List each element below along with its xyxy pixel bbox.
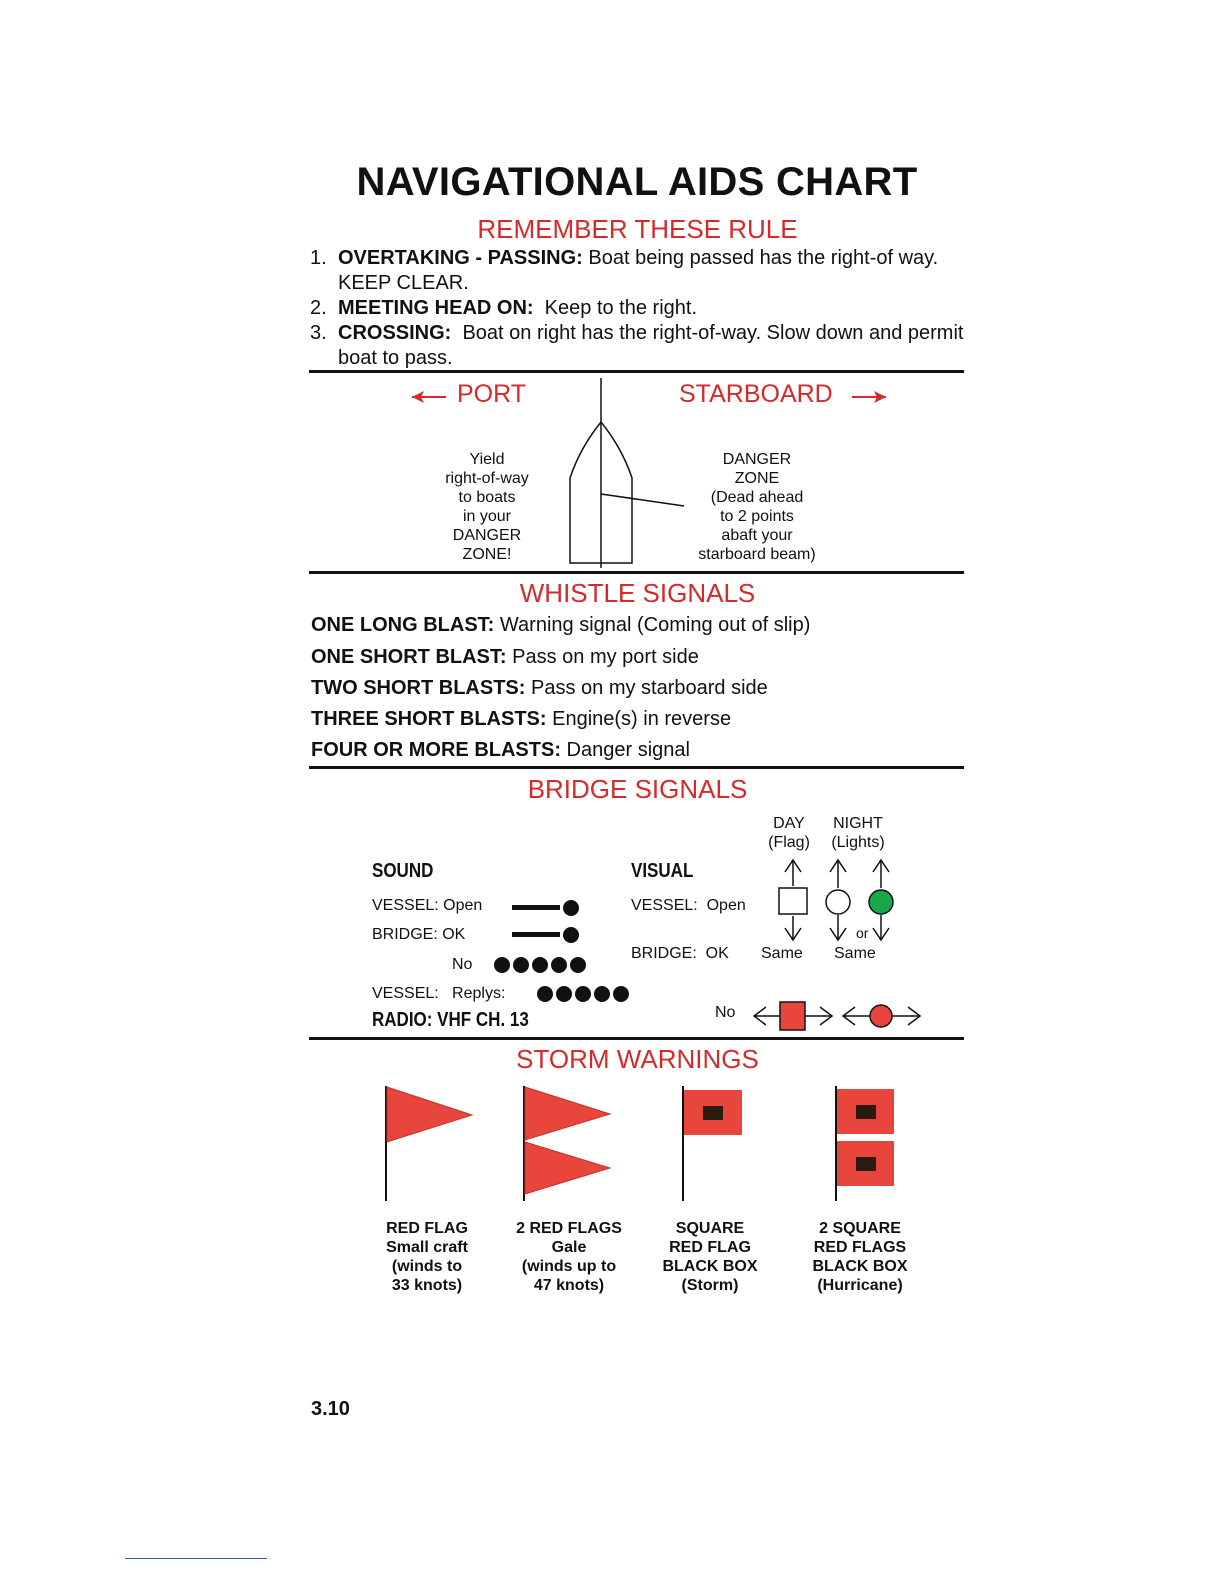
caption-line: (Hurricane) xyxy=(817,1277,903,1294)
whistle-item xyxy=(311,677,768,700)
night-sub: (Lights) xyxy=(831,834,885,851)
rules-heading: REMEMBER THESE RULE xyxy=(477,214,798,244)
visual-vessel-open: VESSEL: Open xyxy=(631,897,746,914)
footer-divider xyxy=(125,1558,267,1559)
rule-number: 1. xyxy=(310,247,327,269)
caption-line: (Storm) xyxy=(681,1277,739,1294)
rules-list xyxy=(310,246,970,371)
day-flag-signal-icon xyxy=(779,860,807,940)
whistle-text: Pass on my starboard side xyxy=(525,677,768,699)
storm-flags xyxy=(370,1082,930,1207)
two-red-pennants-icon xyxy=(524,1086,610,1201)
rule-text: Keep to the right. xyxy=(533,297,697,319)
day-header xyxy=(760,814,818,852)
long-blast-icon xyxy=(512,905,560,910)
night-green-light-icon xyxy=(869,860,893,940)
red-pennant-icon xyxy=(386,1086,472,1201)
storm-caption xyxy=(357,1219,497,1295)
short-blast-icon xyxy=(563,927,579,943)
port-label: PORT xyxy=(457,380,526,408)
rule-number: 2. xyxy=(310,297,327,319)
caption-line: BLACK BOX xyxy=(812,1258,908,1275)
rule-label: CROSSING: xyxy=(338,322,452,344)
divider xyxy=(309,370,964,373)
short-blast-icon xyxy=(556,986,572,1002)
whistle-item xyxy=(311,708,731,731)
short-blast-icon xyxy=(570,957,586,973)
port-note-line: Yield xyxy=(469,451,505,468)
storm-caption xyxy=(640,1219,780,1295)
port-note-line: ZONE! xyxy=(462,546,512,563)
rule-text: Boat being passed has the right-of way. KEEP CLEAR. xyxy=(338,247,939,294)
rule-item xyxy=(310,321,970,371)
sound-heading: SOUND xyxy=(372,860,434,882)
port-note xyxy=(417,450,557,564)
day-no-flag-icon xyxy=(754,1002,832,1030)
port-note-line: right-of-way xyxy=(445,470,529,487)
rule-item xyxy=(310,296,970,321)
whistle-item xyxy=(311,739,690,762)
caption-line: 2 RED FLAGS xyxy=(516,1220,622,1237)
caption-line: RED FLAG xyxy=(386,1220,468,1237)
no-signals xyxy=(750,996,930,1036)
long-blast-icon xyxy=(512,932,560,937)
caption-line: 2 SQUARE xyxy=(819,1220,901,1237)
whistle-heading: WHISTLE SIGNALS xyxy=(519,578,756,608)
page-number: 3.10 xyxy=(311,1398,350,1420)
starboard-label: STARBOARD xyxy=(679,380,833,408)
divider xyxy=(309,1037,964,1040)
short-blast-icon xyxy=(551,957,567,973)
same-night: Same xyxy=(834,945,876,962)
whistle-label: FOUR OR MORE BLASTS: xyxy=(311,739,561,761)
short-blast-icon xyxy=(537,986,553,1002)
sound-no: No xyxy=(452,956,473,973)
short-blast-icon xyxy=(575,986,591,1002)
starboard-note-line: abaft your xyxy=(721,527,793,544)
whistle-text: Pass on my port side xyxy=(506,646,699,668)
bridge-heading: BRIDGE SIGNALS xyxy=(527,774,748,804)
five-short-signal xyxy=(537,985,632,1003)
night-white-light-icon xyxy=(826,860,850,940)
same-day: Same xyxy=(761,945,803,962)
starboard-note-line: ZONE xyxy=(734,470,780,487)
caption-line: (winds up to xyxy=(521,1258,617,1275)
short-blast-icon xyxy=(613,986,629,1002)
caption-line: BLACK BOX xyxy=(662,1258,758,1275)
whistle-label: ONE SHORT BLAST: xyxy=(311,646,507,668)
rule-label: MEETING HEAD ON: xyxy=(338,297,534,319)
short-blast-icon xyxy=(532,957,548,973)
rule-label: OVERTAKING - PASSING: xyxy=(338,247,583,269)
five-short-signal xyxy=(494,956,589,974)
storm-caption xyxy=(790,1219,930,1295)
rule-item xyxy=(310,246,970,296)
caption-line: Gale xyxy=(551,1239,587,1256)
visual-signals xyxy=(760,858,910,948)
short-blast-icon xyxy=(594,986,610,1002)
whistle-item xyxy=(311,614,810,637)
divider xyxy=(309,571,964,574)
night-no-red-light-icon xyxy=(843,1005,920,1027)
caption-line: 33 knots) xyxy=(391,1277,463,1294)
sound-vessel-open: VESSEL: Open xyxy=(372,897,483,914)
whistle-text: Engine(s) in reverse xyxy=(546,708,732,730)
short-blast-icon xyxy=(513,957,529,973)
night-header xyxy=(823,814,893,852)
caption-line: RED FLAG xyxy=(669,1239,751,1256)
divider xyxy=(309,766,964,769)
whistle-label: ONE LONG BLAST: xyxy=(311,614,495,636)
whistle-text: Danger signal xyxy=(561,739,690,761)
visual-bridge-ok: BRIDGE: OK xyxy=(631,945,729,962)
port-note-line: DANGER xyxy=(452,527,522,544)
caption-line: SQUARE xyxy=(675,1220,745,1237)
two-square-red-flags-black-box-icon xyxy=(836,1086,894,1201)
night-label: NIGHT xyxy=(833,815,883,832)
caption-line: (winds to xyxy=(391,1258,463,1275)
port-note-line: in your xyxy=(462,508,512,525)
whistle-text: Warning signal (Coming out of slip) xyxy=(494,614,811,636)
short-blast-icon xyxy=(563,900,579,916)
long-short-signal xyxy=(512,899,582,917)
caption-line: RED FLAGS xyxy=(813,1239,907,1256)
caption-line: 47 knots) xyxy=(533,1277,605,1294)
page-title: NAVIGATIONAL AIDS CHART xyxy=(356,160,918,204)
storm-caption xyxy=(494,1219,644,1295)
whistle-item xyxy=(311,646,699,669)
caption-line: Small craft xyxy=(386,1239,468,1256)
sound-vessel-replys: VESSEL: Replys: xyxy=(372,985,506,1002)
visual-heading: VISUAL xyxy=(631,860,694,882)
long-short-signal xyxy=(512,926,582,944)
whistle-label: TWO SHORT BLASTS: xyxy=(311,677,526,699)
starboard-note-line: to 2 points xyxy=(720,508,794,525)
starboard-note xyxy=(682,450,832,564)
short-blast-icon xyxy=(494,957,510,973)
sound-bridge-ok: BRIDGE: OK xyxy=(372,926,466,943)
beam-line xyxy=(601,494,684,506)
day-sub: (Flag) xyxy=(768,834,810,851)
rule-number: 3. xyxy=(310,322,327,344)
storm-heading: STORM WARNINGS xyxy=(516,1044,759,1074)
square-red-flag-black-box-icon xyxy=(683,1086,742,1201)
or-label: or xyxy=(856,925,869,941)
radio-label: RADIO: VHF CH. 13 xyxy=(372,1009,529,1031)
day-label: DAY xyxy=(773,815,805,832)
starboard-note-line: DANGER xyxy=(722,451,792,468)
visual-no: No xyxy=(715,1004,736,1021)
starboard-note-line: starboard beam) xyxy=(698,546,816,563)
whistle-label: THREE SHORT BLASTS: xyxy=(311,708,547,730)
starboard-note-line: (Dead ahead xyxy=(710,489,804,506)
port-note-line: to boats xyxy=(458,489,516,506)
rule-text: Boat on right has the right-of-way. Slow down and permit boat to pass. xyxy=(338,322,970,369)
